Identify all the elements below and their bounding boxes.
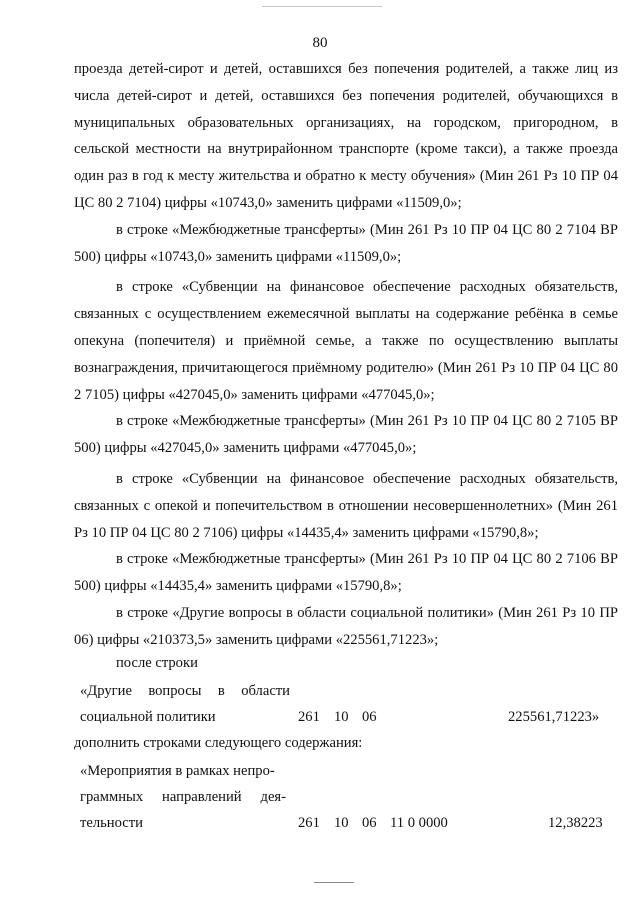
paragraph-1: проезда детей-сирот и детей, оставшихся без попечения родителей, а также лиц из числа детей-сирот и детей, оставшихся без попечения родителей, обучающихся в муниципальных образовательных организациях, на городском, пригородном, в сельской местности на внутрирайонном транспорте (кроме такси), а также проезда один раз в год к месту жительства и обратно к месту обучения» (Мин 261 Рз 10 ПР 04 ЦС 80 2 7104) цифры «10743,0» заменить цифрами «11509,0»; [74,61,618,211]
row2-amount: 12,38223 [548,815,603,831]
row2-name-line3: тельности [80,815,143,831]
row1-amount: 225561,71223» [508,709,600,725]
scan-mark-bottom [314,882,354,883]
row2-name-line1: «Мероприятия в рамках непро- [80,763,275,779]
row2-rz: 10 [334,815,349,831]
row1-name-line2: социальной политики [80,709,216,725]
row2-name-line2 [80,788,286,806]
add-rows-label: дополнить строками следующего содержания: [74,735,363,751]
row1-word: в [217,683,225,699]
row1-rz: 10 [334,709,349,725]
row2-min: 261 [298,815,320,831]
paragraph-2: в строке «Межбюджетные трансферты» (Мин 261 Рз 10 ПР 04 ЦС 80 2 7104 ВР 500) цифры «10743,0» заменить цифрами «11509,0»; [74,221,618,265]
row2-word: дея- [260,789,286,805]
paragraph-3: в строке «Субвенции на финансовое обеспечение расходных обязательств, связанных с осуществлением ежемесячной выплаты на содержание ребёнка в семье опекуна (попечителя) и приёмной семье, а также по осуществлению выплаты вознаграждения, причитающегося приёмному родителю» (Мин 261 Рз 10 ПР 04 ЦС 80 2 7105) цифры «427045,0» заменить цифрами «477045,0»; [74,279,618,403]
row1-word: вопросы [148,683,202,699]
body-text [74,56,618,654]
paragraph-7: в строке «Другие вопросы в области социальной политики» (Мин 261 Рз 10 ПР 06) цифры «210373,5» заменить цифрами «225561,71223»; [74,604,618,648]
row1-name-line1 [80,682,290,700]
scan-mark-top [262,6,382,7]
page-number: 80 [312,35,328,51]
paragraph-6: в строке «Межбюджетные трансферты» (Мин 261 Рз 10 ПР 04 ЦС 80 2 7106 ВР 500) цифры «14435,4» заменить цифрами «15790,8»; [74,551,618,595]
row1-min: 261 [298,709,320,725]
paragraph-4: в строке «Межбюджетные трансферты» (Мин 261 Рз 10 ПР 04 ЦС 80 2 7105 ВР 500) цифры «427045,0» заменить цифрами «477045,0»; [74,413,618,457]
row2-word: граммных [80,789,144,805]
paragraph-5: в строке «Субвенции на финансовое обеспечение расходных обязательств, связанных с опекой и попечительством в отношении несовершеннолетних» (Мин 261 Рз 10 ПР 04 ЦС 80 2 7106) цифры «14435,4» заменить цифрами «15790,8»; [74,470,618,541]
row1-pr: 06 [362,709,377,725]
row2-cs: 11 0 0000 [390,815,448,831]
row2-word: направлений [162,789,242,805]
row1-word: «Другие [80,683,132,699]
row1-word: области [241,683,290,699]
after-row-label: после строки [116,655,198,671]
row2-pr: 06 [362,815,377,831]
